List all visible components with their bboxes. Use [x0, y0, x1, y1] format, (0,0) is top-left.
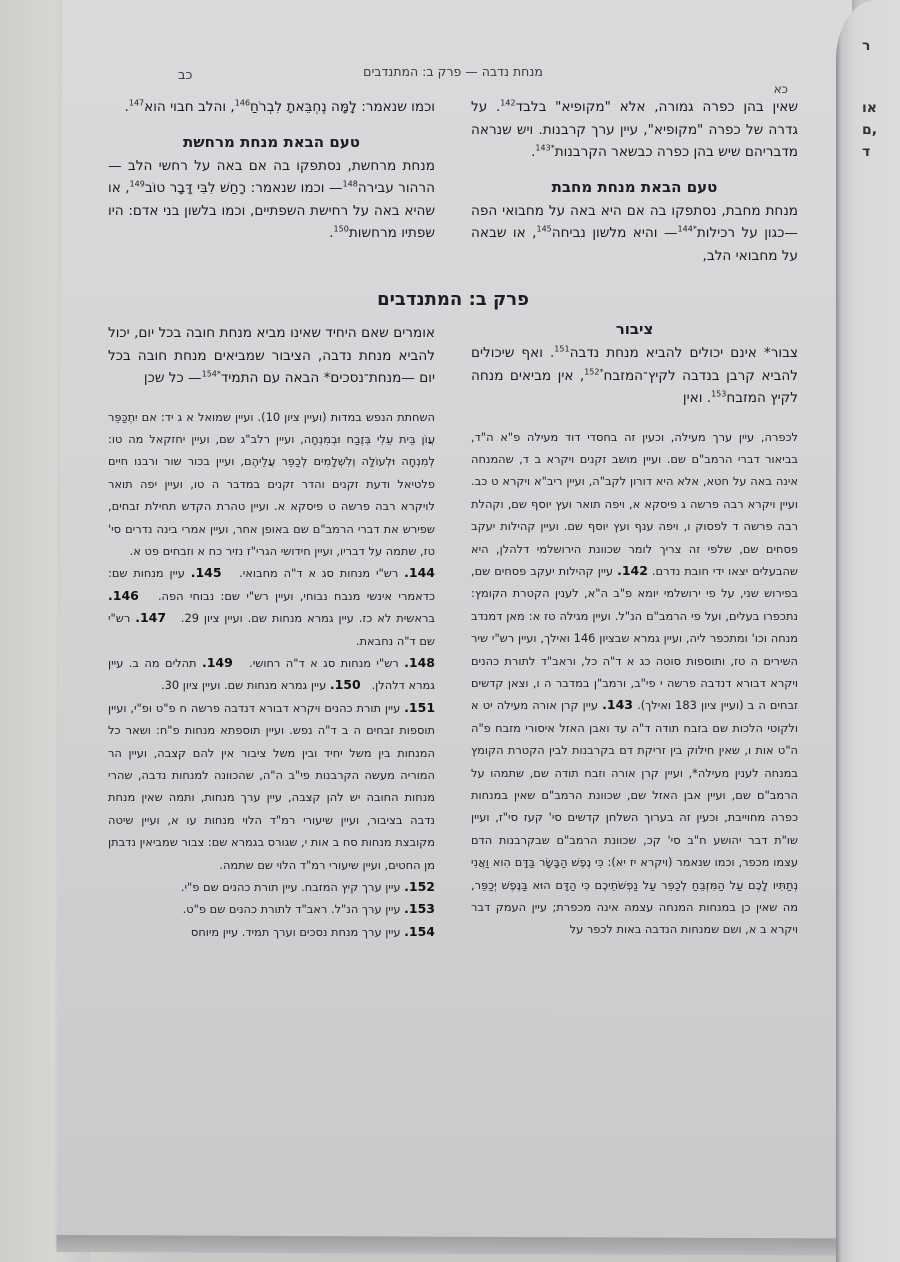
footnote: 148. רש"י מנחות סג א ד"ה רחושי. 149. תהלים מה ב. עיין גמרא דלהלן. 150. עיין גמרא מנחות שם. ועיין ציון 30.	[108, 654, 435, 693]
upper-right-column	[471, 96, 798, 267]
footnote-ref[interactable]: *144	[677, 224, 697, 234]
footnote-ref[interactable]: 146	[234, 98, 251, 108]
footnote-number: 149.	[201, 654, 233, 670]
page-number-left: כב	[178, 68, 193, 83]
paragraph: צבור* אינם יכולים להביא מנחת נדבה$^{151}$. ואף שיכולים להביא קרבן בנדבה לקיץ־המזבח$^{*152}$, אין מביאים מנחה לקיץ המזבח$^{153}$. ואין	[471, 344, 798, 406]
footnotes-right	[471, 426, 798, 941]
footnote: לכפרה, עיין ערך מעילה, וכעין זה בחסדי דוד מעילה פ"א ה"ד, בביאור דברי הרמב"ם שם. ועיין מושב זקנים ויקרא ב ד, שהמנחה אינה באה על חטא, אלא היא דורון לקב"ה, ועיין ריב"א ויקרא ט כב. ועיין ויקרא רבה פרשה ג פיסקא א, ויפה תואר ועץ יוסף שם, וקהלת רבה פרשה ד לפסוק ו, ויפה ענף ועץ יוסף שם. ועיין קהילות יעקב פסחים שם, שלפי זה צריך לומר שכוונת הירושלמי דלהלן, היא שהבעלים יצאו ידי חובת נדרם. 142. עיין קהילות יעקב פסחים שם, בפירוש שני, על פי ירושלמי יומא פ"ב ה"א, לענין הקטרת הקומץ: נתכפרו בעלים, ועל פי הרמב"ם הנ"ל. ועיין מגילה טז א: מאן דמנדב מנחה וכו' ומתכפר ליה, ועיין גמרא שבציון 146 ואילך, ועיין רש"י שיר השירים ה טז, ותוספות סוטה כג א ד"ה כל, וראב"ד לתורת כהנים ויקרא דבורא דנדבה פרשה י פי"ב, ורמב"ן במדבר ה ו, וצאן קדשים זבחים ה ב (ועיין ציון 183 ואילך). 143. עיין קרן אורה מעילה יט א ולקוטי הלכות שם בזבח תודה ד"ה עד ואבן האזל איסורי מזבח פ"ה ה"ט אות ו, שאין חילוק בין זריקת דם בקרבנות לבין הקטרת הקומץ במנחה לענין מעילה*, ועיין קרן אורה וזבח תודה שם, שתמהו על הרמב"ם שם, ועיין אבן האזל שם, שכוונת הרמב"ם שאין במנחות כפרה מחוייבת, וכעין זה בערוך השלחן קדשים סי' קעז סי"ז, ועיין שו"ת דבר יהושע ח"ב סי' קכ, שכוונת הרמב"ם שבקרבנות הדם עצמו מכפר, וכמו שנאמר (ויקרא יז יא): כִּי נֶפֶשׁ הַבָּשָׂר בַּדָּם הִוא וַאֲנִי נְתַתִּיו לָכֶם עַל הַמִּזְבֵּחַ לְכַפֵּר עַל נַפְשֹׁתֵיכֶם כִּי הַדָּם הוּא בַּנֶּפֶשׁ יְכַפֵּר, מה שאין כן במנחות המנחה עצמה אינה מכפרת; עיין העמק דבר ויקרא ב א, ושם שמנחות הנדבה באות לכפר על	[471, 429, 799, 937]
page-number-right: כא	[773, 82, 788, 96]
footnote-ref[interactable]: 151	[554, 344, 570, 354]
paragraph: מנחת מחבת, נסתפקו בה אם היא באה על מחבואי הפה —כגון על רכילות$^{*144}$— והיא מלשון נביחה$^{145}$, או שבאה על מחבואי הלב,	[471, 202, 799, 264]
lower-left-column	[108, 318, 435, 943]
footnote-ref[interactable]: 150	[333, 224, 349, 234]
running-title: מנחת נדבה — פרק ב: המתנדבים	[363, 64, 543, 79]
lower-right-column	[471, 318, 798, 943]
footnote-number: 142.	[617, 562, 648, 578]
footnote-ref[interactable]: 145	[536, 224, 552, 234]
footnote: 144. רש"י מנחות סג א ד"ה מחבואי. 145. עיין מנחות שם: כדאמרי אינשי מנבח נבוחי, ועיין רש"י שם: נבוחי הפה. 146. בראשית לא כז. עיין גמרא מנחות שם. ועיין ציון 29. 147. רש"י שם ד"ה נחבאת.	[108, 565, 435, 648]
footnote-number: 150.	[329, 677, 361, 693]
page-edge-shadow	[56, 1235, 846, 1255]
footnote-number: 151.	[404, 699, 436, 715]
footnote-ref[interactable]: *154	[201, 369, 221, 379]
footnote-number: 145.	[190, 565, 222, 581]
paragraph: וכמו שנאמר: לָמָּה נֶחְבֵּאתָ לִבְרֹחַ$^{146}$, והלב חבוי הוא$^{147}$.	[124, 98, 435, 115]
footnote-number: 147.	[135, 610, 167, 626]
adjacent-page-letter: ם,	[862, 122, 878, 138]
chapter-heading: פרק ב: המתנדבים	[377, 289, 529, 310]
page-content	[108, 60, 798, 943]
footnote-number: 154.	[404, 923, 435, 939]
footnote: השחתת הנפש במדות (ועיין ציון 10). ועיין שמואל א ג יד: אם יִתְכַּפֵּר עֲוֹן בֵּית עֵלִי בְּזֶבַח וּבְמִנְחָה, ועיין רלב"ג שם, ועיין יחזקאל מה טו: לְמִנְחָה וּלְעוֹלָה וְלִשְׁלָמִים לְכַפֵּר עֲלֵיהֶם, ועיין בכור שור ורבנו חיים פלטיאל ודעת זקנים והדר זקנים במדבר ה טו, ועיין יפה תואר לויקרא רבה פרשה ט פיסקא א. ועיין טהרת הקדש תחילת זבחים, שפירש את דברי הרמב"ם שם באופן אחר, ועיין אמרי בינה נדרים סי' טז, שתמה על דבריו, ועיין חידושי הגרי"ז נזיר כח א וזבחים פט א.	[108, 409, 435, 558]
footnote-number: 144.	[404, 565, 435, 581]
subheading-marcheshet: טעם הבאת מנחת מרחשת	[183, 132, 360, 151]
footnote: 154. עיין ערך מנחת נסכים וערך תמיד. עיין מיוחס	[190, 923, 435, 939]
adjacent-page-letter: ר	[862, 38, 871, 54]
footnote-number: 143.	[602, 697, 633, 713]
footnote: 153. עיין ערך הנ"ל. ראב"ד לתורת כהנים שם פ"ט.	[182, 901, 435, 917]
adjacent-page-letter: ד	[862, 144, 871, 160]
running-header	[108, 60, 798, 96]
section-heading-tzibur: ציבור	[615, 320, 654, 338]
adjacent-page-letter: או	[862, 100, 877, 116]
footnote-ref[interactable]: *152	[584, 366, 604, 376]
footnote-ref[interactable]: 147	[128, 98, 145, 108]
footnote-ref[interactable]: 142	[500, 98, 516, 108]
footnote-number: 146.	[108, 587, 139, 603]
paragraph: מנחת מרחשת, נסתפקו בה אם באה על רחשי הלב —הרהור עבירה$^{148}$— וכמו שנאמר: רָחַשׁ לִבִּי דָּבָר טוֹב$^{149}$, או שהיא באה על רחישת השפתיים, וכמו בלשון בני אדם: היו שפתיו מרחשות$^{150}$.	[108, 157, 435, 241]
adjacent-page-edge	[836, 0, 900, 1262]
footnotes-left	[108, 406, 435, 944]
paragraph: אומרים שאם היחיד שאינו מביא מנחת חובה בכל יום, יכול להביא מנחת נדבה, הציבור שמביאים מנחת חובה בכל יום —מנחת־נסכים* הבאה עם התמיד$^{*154}$— כל שכן	[108, 325, 435, 386]
paragraph: שאין בהן כפרה גמורה, אלא "מקופיא" בלבד$^{142}$. על גדרה של כפרה "מקופיא", עיין ערך קרבנות. ויש שנראה מדבריהם שיש בהן כפרה כבשאר הקרבנות$^{*143}$.	[471, 98, 798, 160]
lower-columns	[108, 318, 798, 943]
upper-columns	[108, 96, 798, 267]
footnote: 151. עיין תורת כהנים ויקרא דבורא דנדבה פרשה ח פ"ט ופ"י, ועיין תוספות זבחים ה ב ד"ה נפש. ועיין תוספתא מנחות פ"ח: ושאר כל המנחות בין משל יחיד ובין משל ציבור אין להם קצבה, ועיין הר המוריה מעשה הקרבנות פי"ב ה"ה, שהכוונה למנחות נדבה, שהרי מנחות החובה יש להן קצבה, עיין ערך מנחות, ותמה שאין מנחת נדבה בציבור, ועיין שיעורי רמ"ד הלוי מנחות עו א, ועיין שיטה מקובצת מנחות סח ב אות י, שגורס בגמרא שם: צבור שמביאין נדבתן מן החטים, ועיין שיעורי רמ"ד הלוי שם שתמה.	[108, 699, 436, 872]
footnote-number: 152.	[404, 879, 435, 895]
footnote-ref[interactable]: 153	[711, 389, 727, 399]
footnote-ref[interactable]: 149	[129, 179, 145, 189]
footnote: 152. עיין ערך קיץ המזבח. עיין תורת כהנים שם פ"י.	[180, 879, 435, 895]
upper-left-column	[108, 96, 435, 267]
footnote-number: 153.	[404, 901, 435, 917]
footnote-ref[interactable]: *143	[535, 143, 555, 153]
footnote-ref[interactable]: 148	[342, 179, 358, 189]
footnote-number: 148.	[404, 654, 435, 670]
subheading-machavat: טעם הבאת מנחת מחבת	[551, 177, 718, 196]
